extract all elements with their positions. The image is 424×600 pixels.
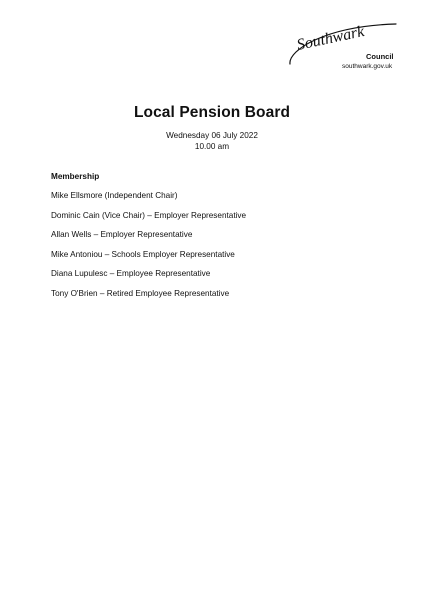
meeting-details xyxy=(0,131,424,152)
member-item: Mike Antoniou – Schools Employer Representative xyxy=(51,249,235,259)
logo-wordmark: Southwark xyxy=(295,23,366,54)
member-item: Dominic Cain (Vice Chair) – Employer Representative xyxy=(51,210,247,220)
member-item: Mike Ellsmore (Independent Chair) xyxy=(51,191,178,200)
member-item: Diana Lupulesc – Employee Representative xyxy=(51,269,211,278)
logo-subtitle: Council xyxy=(366,52,394,61)
logo-url: southwark.gov.uk xyxy=(342,63,393,70)
meeting-date: Wednesday 06 July 2022 xyxy=(166,131,258,140)
meeting-time: 10.00 am xyxy=(194,141,230,151)
page-title: Local Pension Board xyxy=(133,104,291,121)
membership-list xyxy=(51,191,246,308)
southwark-council-logo xyxy=(286,20,404,72)
member-item: Tony O'Brien – Retired Employee Representative xyxy=(51,288,230,298)
member-item: Allan Wells – Employer Representative xyxy=(51,230,193,239)
logo-graphic xyxy=(286,20,404,72)
membership-heading: Membership xyxy=(51,172,100,181)
